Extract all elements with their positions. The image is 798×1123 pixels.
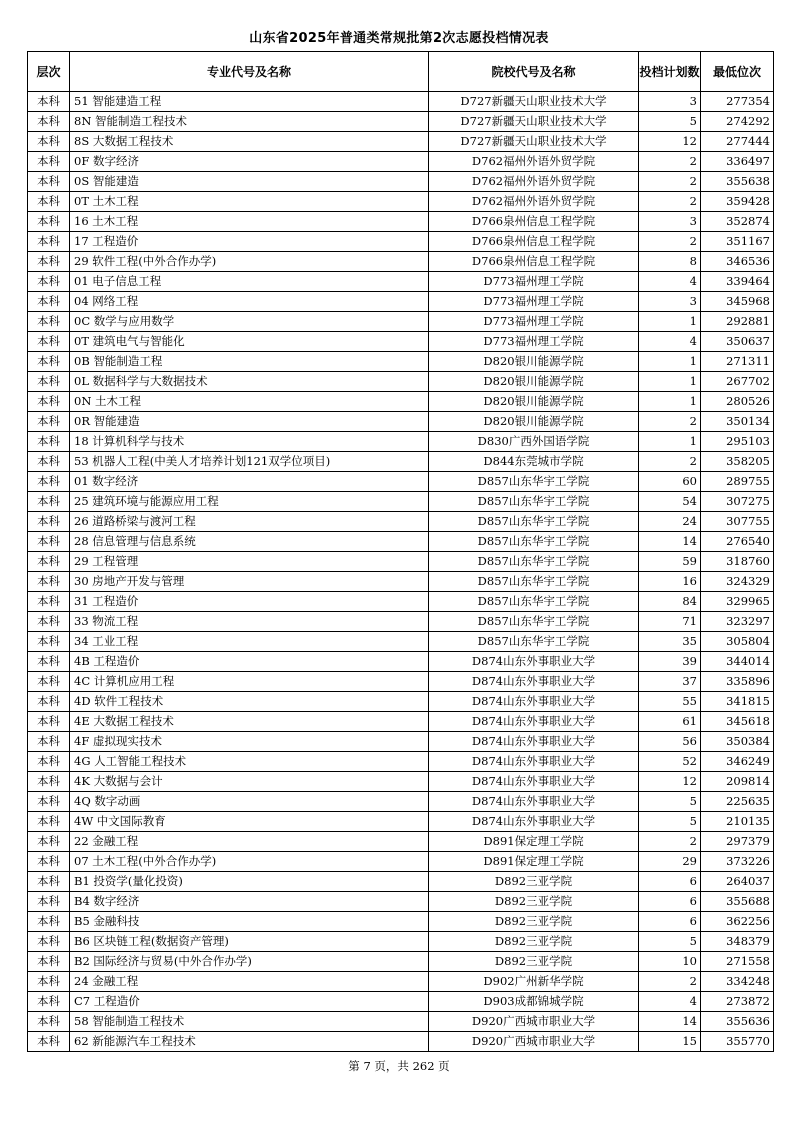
table-row xyxy=(28,292,774,312)
cell-level: 本科 xyxy=(28,192,70,212)
cell-rank: 210135 xyxy=(701,812,774,832)
cell-rank: 324329 xyxy=(701,572,774,592)
cell-major: 26 道路桥梁与渡河工程 xyxy=(70,512,429,532)
cell-school: D857山东华宇工学院 xyxy=(429,472,639,492)
cell-level: 本科 xyxy=(28,432,70,452)
table-row xyxy=(28,692,774,712)
cell-major: 30 房地产开发与管理 xyxy=(70,572,429,592)
table-row xyxy=(28,132,774,152)
cell-level: 本科 xyxy=(28,772,70,792)
cell-major: 0N 土木工程 xyxy=(70,392,429,412)
cell-rank: 350384 xyxy=(701,732,774,752)
cell-plan: 2 xyxy=(639,832,701,852)
cell-major: 29 软件工程(中外合作办学) xyxy=(70,252,429,272)
cell-school: D830广西外国语学院 xyxy=(429,432,639,452)
cell-rank: 334248 xyxy=(701,972,774,992)
cell-school: D857山东华宇工学院 xyxy=(429,552,639,572)
cell-school: D874山东外事职业大学 xyxy=(429,712,639,732)
cell-level: 本科 xyxy=(28,452,70,472)
table-row xyxy=(28,852,774,872)
cell-rank: 345968 xyxy=(701,292,774,312)
cell-plan: 5 xyxy=(639,792,701,812)
cell-rank: 209814 xyxy=(701,772,774,792)
cell-major: 33 物流工程 xyxy=(70,612,429,632)
cell-rank: 335896 xyxy=(701,672,774,692)
cell-rank: 295103 xyxy=(701,432,774,452)
cell-school: D766泉州信息工程学院 xyxy=(429,252,639,272)
cell-school: D874山东外事职业大学 xyxy=(429,772,639,792)
cell-rank: 274292 xyxy=(701,112,774,132)
cell-level: 本科 xyxy=(28,1012,70,1032)
cell-major: 51 智能建造工程 xyxy=(70,92,429,112)
cell-major: 4E 大数据工程技术 xyxy=(70,712,429,732)
cell-level: 本科 xyxy=(28,892,70,912)
cell-plan: 3 xyxy=(639,212,701,232)
cell-rank: 351167 xyxy=(701,232,774,252)
header-major: 专业代号及名称 xyxy=(70,52,429,92)
cell-level: 本科 xyxy=(28,952,70,972)
cell-plan: 6 xyxy=(639,892,701,912)
cell-school: D820银川能源学院 xyxy=(429,352,639,372)
cell-level: 本科 xyxy=(28,332,70,352)
table-row xyxy=(28,812,774,832)
table-row xyxy=(28,312,774,332)
cell-major: 04 网络工程 xyxy=(70,292,429,312)
table-row xyxy=(28,452,774,472)
cell-plan: 2 xyxy=(639,172,701,192)
cell-major: 28 信息管理与信息系统 xyxy=(70,532,429,552)
cell-level: 本科 xyxy=(28,252,70,272)
cell-rank: 336497 xyxy=(701,152,774,172)
cell-school: D874山东外事职业大学 xyxy=(429,792,639,812)
cell-rank: 271558 xyxy=(701,952,774,972)
cell-major: 53 机器人工程(中美人才培养计划121双学位项目) xyxy=(70,452,429,472)
cell-rank: 358205 xyxy=(701,452,774,472)
cell-plan: 59 xyxy=(639,552,701,572)
table-row xyxy=(28,492,774,512)
cell-plan: 3 xyxy=(639,92,701,112)
cell-rank: 355638 xyxy=(701,172,774,192)
table-row xyxy=(28,272,774,292)
cell-major: 25 建筑环境与能源应用工程 xyxy=(70,492,429,512)
table-row xyxy=(28,752,774,772)
cell-level: 本科 xyxy=(28,632,70,652)
cell-school: D773福州理工学院 xyxy=(429,332,639,352)
cell-plan: 39 xyxy=(639,652,701,672)
cell-level: 本科 xyxy=(28,912,70,932)
table-row xyxy=(28,732,774,752)
cell-rank: 346249 xyxy=(701,752,774,772)
cell-rank: 292881 xyxy=(701,312,774,332)
table-row xyxy=(28,952,774,972)
cell-level: 本科 xyxy=(28,672,70,692)
cell-school: D857山东华宇工学院 xyxy=(429,492,639,512)
cell-school: D773福州理工学院 xyxy=(429,292,639,312)
cell-school: D874山东外事职业大学 xyxy=(429,752,639,772)
cell-school: D892三亚学院 xyxy=(429,952,639,972)
table-row xyxy=(28,632,774,652)
cell-plan: 5 xyxy=(639,112,701,132)
cell-major: 0T 土木工程 xyxy=(70,192,429,212)
table-row xyxy=(28,572,774,592)
table-row xyxy=(28,1032,774,1052)
table-row xyxy=(28,192,774,212)
cell-rank: 264037 xyxy=(701,872,774,892)
cell-level: 本科 xyxy=(28,592,70,612)
cell-level: 本科 xyxy=(28,1032,70,1052)
cell-major: 18 计算机科学与技术 xyxy=(70,432,429,452)
cell-plan: 4 xyxy=(639,992,701,1012)
cell-level: 本科 xyxy=(28,872,70,892)
cell-rank: 348379 xyxy=(701,932,774,952)
cell-major: 0T 建筑电气与智能化 xyxy=(70,332,429,352)
cell-level: 本科 xyxy=(28,132,70,152)
cell-rank: 350637 xyxy=(701,332,774,352)
cell-plan: 14 xyxy=(639,1012,701,1032)
cell-major: 4B 工程造价 xyxy=(70,652,429,672)
cell-rank: 225635 xyxy=(701,792,774,812)
cell-major: 31 工程造价 xyxy=(70,592,429,612)
table-row xyxy=(28,992,774,1012)
cell-major: 4G 人工智能工程技术 xyxy=(70,752,429,772)
table-row xyxy=(28,712,774,732)
cell-plan: 2 xyxy=(639,192,701,212)
cell-level: 本科 xyxy=(28,372,70,392)
cell-level: 本科 xyxy=(28,272,70,292)
cell-plan: 10 xyxy=(639,952,701,972)
cell-rank: 267702 xyxy=(701,372,774,392)
table-row xyxy=(28,252,774,272)
cell-level: 本科 xyxy=(28,392,70,412)
cell-major: B1 投资学(量化投资) xyxy=(70,872,429,892)
cell-plan: 61 xyxy=(639,712,701,732)
cell-major: 4Q 数字动画 xyxy=(70,792,429,812)
table-row xyxy=(28,552,774,572)
cell-plan: 6 xyxy=(639,912,701,932)
cell-rank: 277354 xyxy=(701,92,774,112)
cell-major: B6 区块链工程(数据资产管理) xyxy=(70,932,429,952)
cell-school: D857山东华宇工学院 xyxy=(429,612,639,632)
cell-level: 本科 xyxy=(28,832,70,852)
cell-major: 16 土木工程 xyxy=(70,212,429,232)
table-row xyxy=(28,872,774,892)
table-row xyxy=(28,672,774,692)
cell-level: 本科 xyxy=(28,992,70,1012)
cell-school: D844东莞城市学院 xyxy=(429,452,639,472)
table-header-row xyxy=(28,52,774,92)
header-level: 层次 xyxy=(28,52,70,92)
cell-major: 17 工程造价 xyxy=(70,232,429,252)
cell-school: D762福州外语外贸学院 xyxy=(429,152,639,172)
cell-plan: 6 xyxy=(639,872,701,892)
cell-rank: 345618 xyxy=(701,712,774,732)
table-row xyxy=(28,932,774,952)
cell-rank: 307755 xyxy=(701,512,774,532)
cell-rank: 373226 xyxy=(701,852,774,872)
cell-rank: 339464 xyxy=(701,272,774,292)
cell-rank: 289755 xyxy=(701,472,774,492)
table-row xyxy=(28,892,774,912)
cell-plan: 2 xyxy=(639,232,701,252)
cell-plan: 2 xyxy=(639,412,701,432)
cell-major: 58 智能制造工程技术 xyxy=(70,1012,429,1032)
cell-plan: 55 xyxy=(639,692,701,712)
cell-rank: 318760 xyxy=(701,552,774,572)
cell-level: 本科 xyxy=(28,792,70,812)
cell-rank: 307275 xyxy=(701,492,774,512)
cell-plan: 37 xyxy=(639,672,701,692)
cell-plan: 1 xyxy=(639,352,701,372)
cell-major: 0S 智能建造 xyxy=(70,172,429,192)
table-row xyxy=(28,92,774,112)
header-school: 院校代号及名称 xyxy=(429,52,639,92)
cell-plan: 12 xyxy=(639,132,701,152)
cell-school: D920广西城市职业大学 xyxy=(429,1012,639,1032)
cell-level: 本科 xyxy=(28,852,70,872)
table-row xyxy=(28,392,774,412)
cell-level: 本科 xyxy=(28,552,70,572)
cell-rank: 271311 xyxy=(701,352,774,372)
cell-rank: 352874 xyxy=(701,212,774,232)
table-row xyxy=(28,112,774,132)
cell-plan: 52 xyxy=(639,752,701,772)
cell-major: 62 新能源汽车工程技术 xyxy=(70,1032,429,1052)
cell-level: 本科 xyxy=(28,612,70,632)
cell-plan: 54 xyxy=(639,492,701,512)
cell-level: 本科 xyxy=(28,232,70,252)
cell-major: 22 金融工程 xyxy=(70,832,429,852)
cell-major: 0C 数学与应用数学 xyxy=(70,312,429,332)
table-row xyxy=(28,652,774,672)
cell-major: B4 数字经济 xyxy=(70,892,429,912)
table-body xyxy=(28,92,774,1052)
cell-level: 本科 xyxy=(28,732,70,752)
cell-plan: 5 xyxy=(639,932,701,952)
cell-school: D892三亚学院 xyxy=(429,892,639,912)
cell-rank: 362256 xyxy=(701,912,774,932)
cell-major: 4F 虚拟现实技术 xyxy=(70,732,429,752)
table-row xyxy=(28,372,774,392)
cell-rank: 297379 xyxy=(701,832,774,852)
cell-plan: 60 xyxy=(639,472,701,492)
cell-level: 本科 xyxy=(28,92,70,112)
cell-rank: 359428 xyxy=(701,192,774,212)
cell-school: D857山东华宇工学院 xyxy=(429,572,639,592)
cell-major: C7 工程造价 xyxy=(70,992,429,1012)
cell-level: 本科 xyxy=(28,152,70,172)
cell-school: D874山东外事职业大学 xyxy=(429,652,639,672)
cell-level: 本科 xyxy=(28,512,70,532)
cell-school: D727新疆天山职业技术大学 xyxy=(429,92,639,112)
cell-rank: 350134 xyxy=(701,412,774,432)
cell-level: 本科 xyxy=(28,932,70,952)
cell-level: 本科 xyxy=(28,412,70,432)
cell-major: 4D 软件工程技术 xyxy=(70,692,429,712)
cell-plan: 24 xyxy=(639,512,701,532)
cell-rank: 355688 xyxy=(701,892,774,912)
cell-school: D820银川能源学院 xyxy=(429,372,639,392)
cell-level: 本科 xyxy=(28,712,70,732)
cell-major: 0B 智能制造工程 xyxy=(70,352,429,372)
cell-school: D891保定理工学院 xyxy=(429,852,639,872)
cell-school: D903成都锦城学院 xyxy=(429,992,639,1012)
table-row xyxy=(28,172,774,192)
cell-school: D857山东华宇工学院 xyxy=(429,632,639,652)
table-row xyxy=(28,472,774,492)
cell-plan: 2 xyxy=(639,972,701,992)
cell-plan: 71 xyxy=(639,612,701,632)
cell-plan: 29 xyxy=(639,852,701,872)
table-row xyxy=(28,772,774,792)
cell-major: 4K 大数据与会计 xyxy=(70,772,429,792)
cell-major: B2 国际经济与贸易(中外合作办学) xyxy=(70,952,429,972)
cell-plan: 15 xyxy=(639,1032,701,1052)
cell-school: D727新疆天山职业技术大学 xyxy=(429,132,639,152)
cell-level: 本科 xyxy=(28,752,70,772)
cell-plan: 56 xyxy=(639,732,701,752)
table-row xyxy=(28,532,774,552)
cell-school: D857山东华宇工学院 xyxy=(429,512,639,532)
cell-major: 01 电子信息工程 xyxy=(70,272,429,292)
cell-plan: 35 xyxy=(639,632,701,652)
cell-plan: 1 xyxy=(639,372,701,392)
cell-rank: 329965 xyxy=(701,592,774,612)
cell-plan: 4 xyxy=(639,272,701,292)
header-rank: 最低位次 xyxy=(701,52,774,92)
cell-plan: 2 xyxy=(639,452,701,472)
cell-level: 本科 xyxy=(28,652,70,672)
cell-level: 本科 xyxy=(28,972,70,992)
cell-level: 本科 xyxy=(28,212,70,232)
cell-school: D874山东外事职业大学 xyxy=(429,732,639,752)
table-row xyxy=(28,592,774,612)
table-row xyxy=(28,232,774,252)
cell-rank: 323297 xyxy=(701,612,774,632)
cell-school: D902广州新华学院 xyxy=(429,972,639,992)
cell-school: D892三亚学院 xyxy=(429,872,639,892)
cell-school: D892三亚学院 xyxy=(429,932,639,952)
table-row xyxy=(28,512,774,532)
cell-plan: 8 xyxy=(639,252,701,272)
admission-table xyxy=(27,51,774,1052)
cell-school: D920广西城市职业大学 xyxy=(429,1032,639,1052)
cell-rank: 344014 xyxy=(701,652,774,672)
cell-rank: 305804 xyxy=(701,632,774,652)
cell-major: 01 数字经济 xyxy=(70,472,429,492)
table-row xyxy=(28,212,774,232)
cell-level: 本科 xyxy=(28,112,70,132)
page-title: 山东省2025年普通类常规批第2次志愿投档情况表 xyxy=(249,31,549,46)
cell-school: D762福州外语外贸学院 xyxy=(429,192,639,212)
cell-rank: 341815 xyxy=(701,692,774,712)
cell-major: 8N 智能制造工程技术 xyxy=(70,112,429,132)
cell-level: 本科 xyxy=(28,492,70,512)
table-row xyxy=(28,972,774,992)
cell-school: D874山东外事职业大学 xyxy=(429,692,639,712)
cell-plan: 1 xyxy=(639,312,701,332)
table-row xyxy=(28,912,774,932)
cell-school: D766泉州信息工程学院 xyxy=(429,212,639,232)
table-row xyxy=(28,352,774,372)
cell-level: 本科 xyxy=(28,812,70,832)
cell-rank: 277444 xyxy=(701,132,774,152)
cell-plan: 3 xyxy=(639,292,701,312)
cell-major: 0L 数据科学与大数据技术 xyxy=(70,372,429,392)
cell-rank: 346536 xyxy=(701,252,774,272)
cell-level: 本科 xyxy=(28,472,70,492)
cell-school: D891保定理工学院 xyxy=(429,832,639,852)
table-row xyxy=(28,1012,774,1032)
cell-level: 本科 xyxy=(28,692,70,712)
cell-rank: 355636 xyxy=(701,1012,774,1032)
cell-school: D820银川能源学院 xyxy=(429,412,639,432)
cell-major: 4C 计算机应用工程 xyxy=(70,672,429,692)
cell-level: 本科 xyxy=(28,292,70,312)
table-row xyxy=(28,432,774,452)
cell-major: 0F 数字经济 xyxy=(70,152,429,172)
cell-school: D892三亚学院 xyxy=(429,912,639,932)
cell-rank: 280526 xyxy=(701,392,774,412)
cell-plan: 16 xyxy=(639,572,701,592)
cell-major: B5 金融科技 xyxy=(70,912,429,932)
cell-school: D727新疆天山职业技术大学 xyxy=(429,112,639,132)
cell-plan: 84 xyxy=(639,592,701,612)
cell-major: 34 工业工程 xyxy=(70,632,429,652)
cell-major: 29 工程管理 xyxy=(70,552,429,572)
header-plan-label: 投档计划数 xyxy=(639,64,700,79)
cell-major: 0R 智能建造 xyxy=(70,412,429,432)
cell-school: D874山东外事职业大学 xyxy=(429,812,639,832)
cell-plan: 2 xyxy=(639,152,701,172)
cell-rank: 273872 xyxy=(701,992,774,1012)
cell-plan: 1 xyxy=(639,392,701,412)
cell-school: D766泉州信息工程学院 xyxy=(429,232,639,252)
table-row xyxy=(28,412,774,432)
cell-school: D820银川能源学院 xyxy=(429,392,639,412)
cell-plan: 14 xyxy=(639,532,701,552)
cell-level: 本科 xyxy=(28,532,70,552)
table-row xyxy=(28,612,774,632)
cell-rank: 355770 xyxy=(701,1032,774,1052)
cell-school: D762福州外语外贸学院 xyxy=(429,172,639,192)
cell-major: 8S 大数据工程技术 xyxy=(70,132,429,152)
cell-rank: 276540 xyxy=(701,532,774,552)
table-row xyxy=(28,832,774,852)
cell-plan: 12 xyxy=(639,772,701,792)
cell-major: 07 土木工程(中外合作办学) xyxy=(70,852,429,872)
cell-plan: 4 xyxy=(639,332,701,352)
table-row xyxy=(28,792,774,812)
page-footer: 第 7 页，共 262 页 xyxy=(348,1059,450,1073)
cell-level: 本科 xyxy=(28,352,70,372)
cell-level: 本科 xyxy=(28,172,70,192)
cell-plan: 1 xyxy=(639,432,701,452)
cell-major: 4W 中文国际教育 xyxy=(70,812,429,832)
cell-plan: 5 xyxy=(639,812,701,832)
cell-school: D874山东外事职业大学 xyxy=(429,672,639,692)
cell-school: D857山东华宇工学院 xyxy=(429,532,639,552)
cell-major: 24 金融工程 xyxy=(70,972,429,992)
header-plan xyxy=(639,52,701,92)
table-row xyxy=(28,332,774,352)
cell-school: D773福州理工学院 xyxy=(429,312,639,332)
cell-level: 本科 xyxy=(28,312,70,332)
cell-school: D857山东华宇工学院 xyxy=(429,592,639,612)
table-row xyxy=(28,152,774,172)
cell-level: 本科 xyxy=(28,572,70,592)
cell-school: D773福州理工学院 xyxy=(429,272,639,292)
